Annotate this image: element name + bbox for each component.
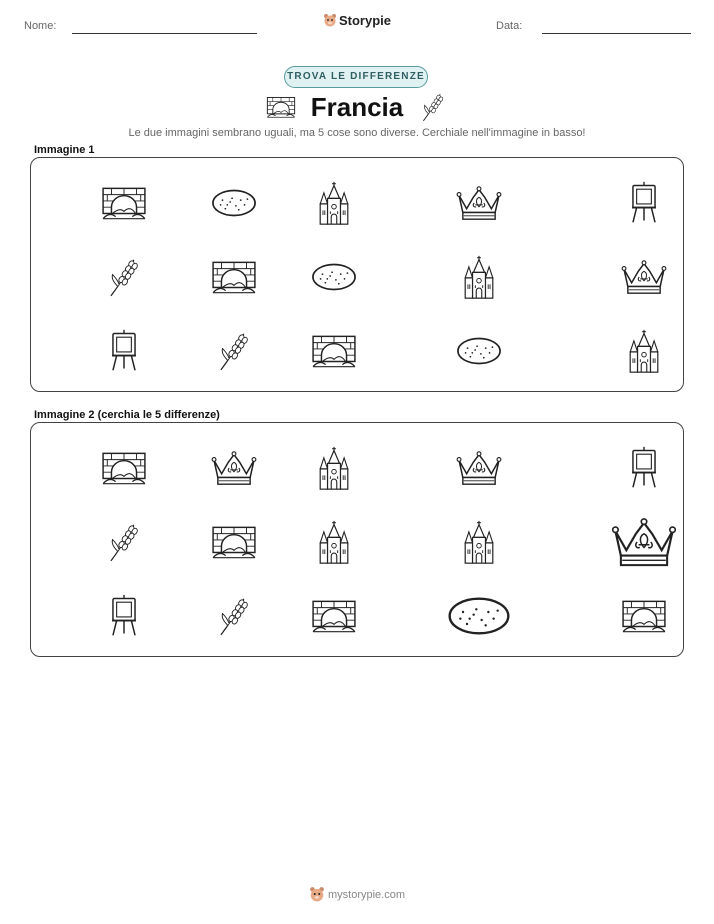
image2-cell[interactable] <box>579 433 709 503</box>
image1-cell[interactable] <box>414 242 544 312</box>
image2-panel <box>30 422 684 657</box>
bridge-icon <box>621 597 667 635</box>
date-label: Data: <box>496 20 523 32</box>
instructions: Le due immagini sembrano uguali, ma 5 cose sono diverse. Cerchiale nell'immagine in basso! <box>128 127 586 139</box>
cathedral-icon <box>462 519 496 565</box>
crown-icon <box>455 449 503 487</box>
image2-cell[interactable] <box>414 507 544 577</box>
bridge-icon <box>311 332 357 370</box>
image2-cell[interactable] <box>269 433 399 503</box>
lavender-icon <box>216 325 252 377</box>
bread-icon <box>456 336 502 366</box>
cathedral-icon <box>317 180 351 226</box>
image1-cell[interactable] <box>579 316 709 386</box>
image2-cell[interactable] <box>579 507 709 577</box>
panel1-label: Immagine 1 <box>34 144 95 156</box>
name-field[interactable] <box>72 33 257 34</box>
image1-cell[interactable] <box>579 242 709 312</box>
cathedral-icon <box>627 328 661 374</box>
panel2-label: Immagine 2 (cerchia le 5 differenze) <box>34 409 220 421</box>
image2-cell[interactable] <box>414 433 544 503</box>
mascot-icon <box>309 886 325 902</box>
bridge-icon <box>311 597 357 635</box>
bread-icon <box>311 262 357 292</box>
bread-icon-large <box>447 595 511 637</box>
bridge-icon <box>211 258 257 296</box>
footer <box>0 886 714 902</box>
page-title: Francia <box>310 92 404 122</box>
easel-icon <box>107 593 141 639</box>
image1-cell[interactable] <box>414 168 544 238</box>
cathedral-icon <box>317 445 351 491</box>
image1-panel <box>30 157 684 392</box>
cathedral-icon <box>462 254 496 300</box>
image2-cell[interactable] <box>414 581 544 651</box>
bread-icon <box>211 188 257 218</box>
crown-icon <box>210 449 258 487</box>
mascot-icon <box>323 13 337 27</box>
easel-icon <box>627 445 661 491</box>
image1-cell[interactable] <box>269 316 399 386</box>
lavender-icon <box>216 590 252 642</box>
brand-name: Storypie <box>338 13 391 28</box>
image1-cell[interactable] <box>269 168 399 238</box>
bridge-icon <box>101 184 147 222</box>
bridge-icon <box>211 523 257 561</box>
crown-icon <box>455 184 503 222</box>
date-field[interactable] <box>542 33 691 34</box>
lavender-icon <box>106 516 142 568</box>
lavender-icon <box>106 251 142 303</box>
activity-badge: TROVA LE DIFFERENZE <box>284 66 428 88</box>
bridge-icon <box>101 449 147 487</box>
image1-cell[interactable] <box>269 242 399 312</box>
image1-cell[interactable] <box>414 316 544 386</box>
crown-icon <box>620 258 668 296</box>
brand-logo <box>0 13 714 28</box>
crown-icon-large <box>610 513 678 571</box>
easel-icon <box>107 328 141 374</box>
image2-cell[interactable] <box>269 581 399 651</box>
image2-cell[interactable] <box>579 581 709 651</box>
cathedral-icon <box>317 519 351 565</box>
footer-url: mystorypie.com <box>327 889 406 901</box>
image1-cell[interactable] <box>579 168 709 238</box>
easel-icon <box>627 180 661 226</box>
lavender-icon <box>418 92 448 122</box>
name-label: Nome: <box>24 20 57 32</box>
image2-cell[interactable] <box>269 507 399 577</box>
